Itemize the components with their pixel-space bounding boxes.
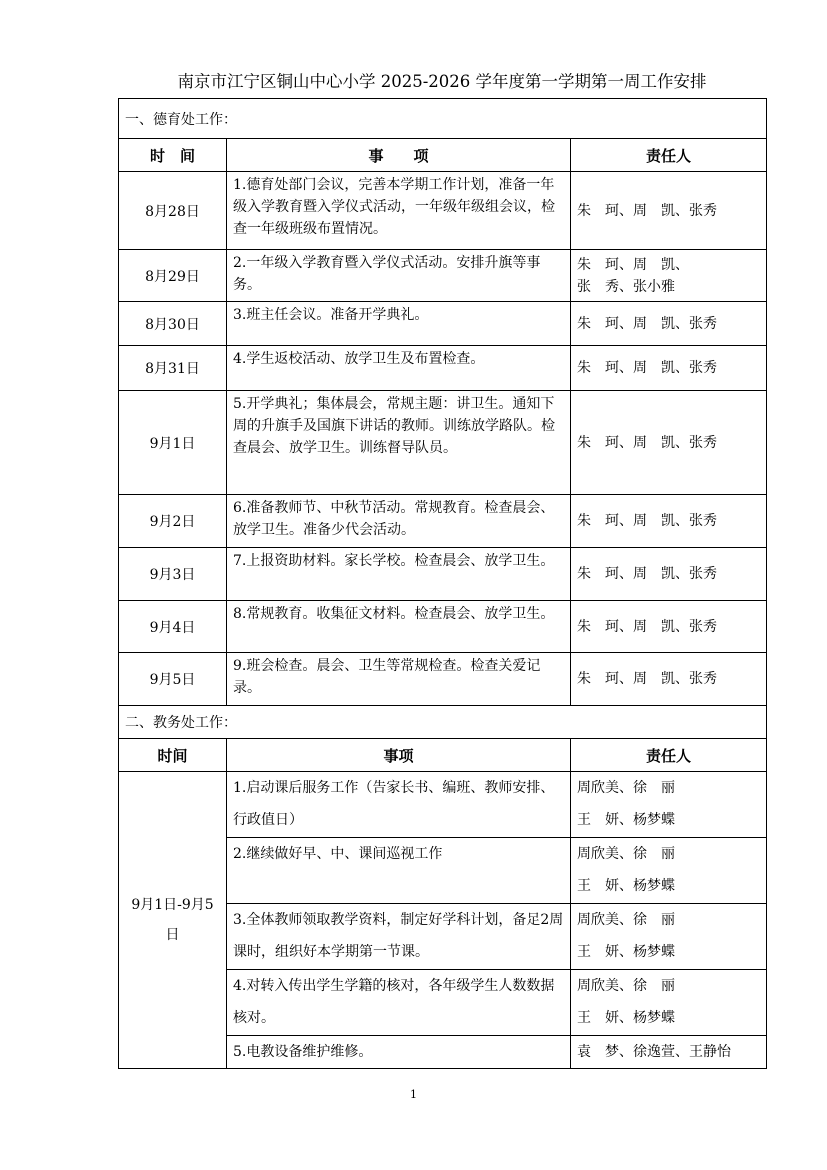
table-row xyxy=(119,250,767,302)
table-row xyxy=(119,391,767,495)
row-date: 9月2日 xyxy=(119,495,227,548)
row-resp: 周欣美、徐 丽 王 妍、杨梦蝶 xyxy=(571,838,767,904)
row-resp: 朱 珂、周 凯、张秀 xyxy=(571,172,767,250)
row-resp: 周欣美、徐 丽 王 妍、杨梦蝶 xyxy=(571,970,767,1036)
row-item: 9.班会检查。晨会、卫生等常规检查。检查关爱记录。 xyxy=(227,653,571,706)
row-date: 9月3日 xyxy=(119,548,227,601)
header-item: 事 项 xyxy=(227,139,571,172)
schedule-table xyxy=(118,98,767,1069)
row-date: 8月30日 xyxy=(119,302,227,346)
header-row xyxy=(119,139,767,172)
section-heading: 二、教务处工作： xyxy=(119,706,767,739)
header-item: 事项 xyxy=(227,739,571,772)
table-row xyxy=(119,495,767,548)
row-item: 2.继续做好早、中、课间巡视工作 xyxy=(227,838,571,904)
header-resp: 责任人 xyxy=(571,739,767,772)
row-resp: 朱 珂、周 凯、张秀 xyxy=(571,495,767,548)
row-item: 8.常规教育。收集征文材料。检查晨会、放学卫生。 xyxy=(227,601,571,653)
row-item: 7.上报资助材料。家长学校。检查晨会、放学卫生。 xyxy=(227,548,571,601)
row-date: 9月1日-9月5日 xyxy=(119,772,227,1069)
row-item: 1.启动课后服务工作（告家长书、编班、教师安排、行政值日） xyxy=(227,772,571,838)
table-row xyxy=(119,172,767,250)
section-heading: 一、德育处工作： xyxy=(119,99,767,139)
row-resp: 朱 珂、周 凯、张秀 xyxy=(571,601,767,653)
table-row xyxy=(119,346,767,391)
section-heading-row xyxy=(119,706,767,739)
row-item: 4.对转入传出学生学籍的核对，各年级学生人数数据核对。 xyxy=(227,970,571,1036)
header-time: 时 间 xyxy=(119,139,227,172)
row-item: 5.开学典礼；集体晨会，常规主题：讲卫生。通知下周的升旗手及国旗下讲话的教师。训练放学路队。检查晨会、放学卫生。训练督导队员。 xyxy=(227,391,571,495)
row-item: 1.德育处部门会议，完善本学期工作计划，准备一年级入学教育暨入学仪式活动，一年级年级组会议，检查一年级班级布置情况。 xyxy=(227,172,571,250)
row-resp: 周欣美、徐 丽 王 妍、杨梦蝶 xyxy=(571,904,767,970)
row-item: 2.一年级入学教育暨入学仪式活动。安排升旗等事务。 xyxy=(227,250,571,302)
page-number: 1 xyxy=(410,1088,417,1101)
row-resp: 朱 珂、周 凯、张秀 xyxy=(571,302,767,346)
row-resp: 朱 珂、周 凯、张秀 xyxy=(571,548,767,601)
table-row xyxy=(119,653,767,706)
row-resp: 朱 珂、周 凯、张秀 xyxy=(571,653,767,706)
header-resp: 责任人 xyxy=(571,139,767,172)
row-date: 9月5日 xyxy=(119,653,227,706)
row-item: 5.电教设备维护维修。 xyxy=(227,1036,571,1069)
row-resp: 周欣美、徐 丽 王 妍、杨梦蝶 xyxy=(571,772,767,838)
table-row xyxy=(119,302,767,346)
row-item: 3.全体教师领取教学资料，制定好学科计划，备足2周课时，组织好本学期第一节课。 xyxy=(227,904,571,970)
page-title: 南京市江宁区铜山中心小学 2025-2026 学年度第一学期第一周工作安排 xyxy=(177,72,707,91)
row-date: 9月4日 xyxy=(119,601,227,653)
row-item: 4.学生返校活动、放学卫生及布置检查。 xyxy=(227,346,571,391)
table-row xyxy=(119,772,767,838)
row-resp: 袁 梦、徐逸萱、王静怡 xyxy=(571,1036,767,1069)
table-row xyxy=(119,601,767,653)
header-time: 时间 xyxy=(119,739,227,772)
header-row xyxy=(119,739,767,772)
row-date: 9月1日 xyxy=(119,391,227,495)
row-date: 8月28日 xyxy=(119,172,227,250)
table-row xyxy=(119,548,767,601)
row-resp: 朱 珂、周 凯、张秀 xyxy=(571,346,767,391)
section-heading-row xyxy=(119,99,767,139)
row-resp: 朱 珂、周 凯、 张 秀、张小雅 xyxy=(571,250,767,302)
row-item: 3.班主任会议。准备开学典礼。 xyxy=(227,302,571,346)
row-date: 8月29日 xyxy=(119,250,227,302)
row-resp: 朱 珂、周 凯、张秀 xyxy=(571,391,767,495)
row-item: 6.准备教师节、中秋节活动。常规教育。检查晨会、放学卫生。准备少代会活动。 xyxy=(227,495,571,548)
row-date: 8月31日 xyxy=(119,346,227,391)
